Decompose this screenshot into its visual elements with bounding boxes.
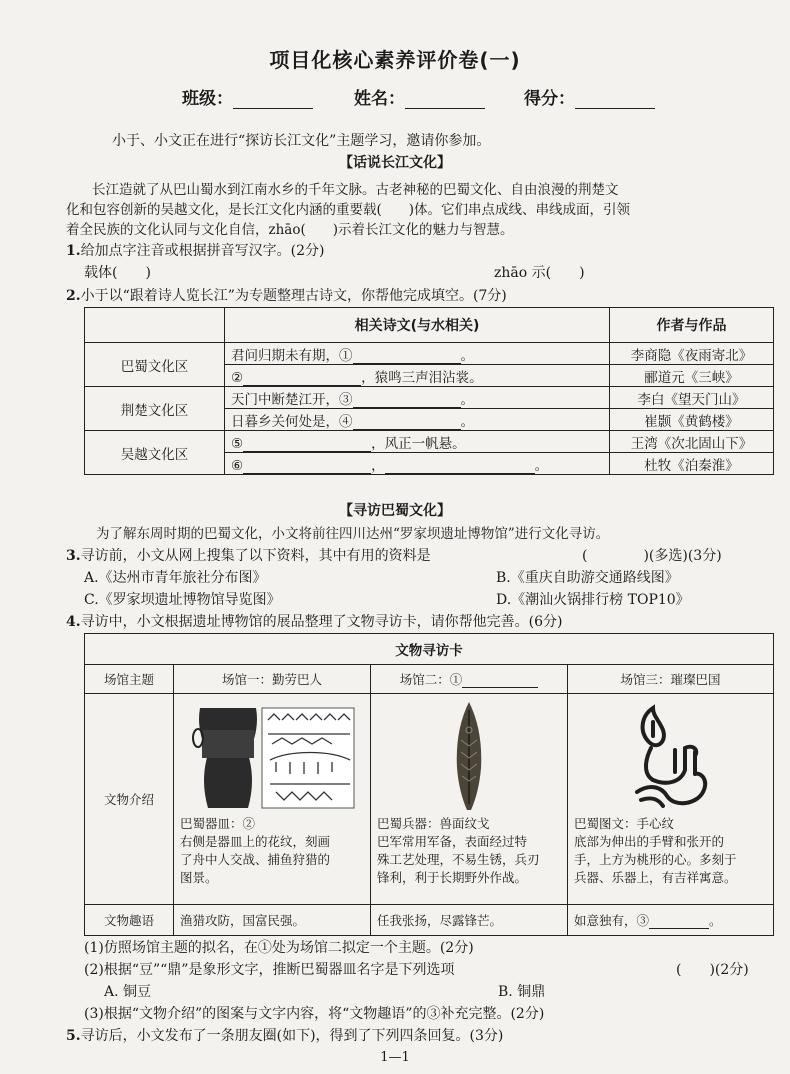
q3-option-d[interactable]: D.《潮汕火锅排行榜 TOP10》 xyxy=(496,592,690,608)
q4-sub-2-option-a[interactable]: A. 铜豆 xyxy=(104,984,152,1000)
region-cell: 吴越文化区 xyxy=(85,431,225,475)
poem-text: ，风正一帆悬。 xyxy=(371,435,466,452)
answer-blank-6a[interactable] xyxy=(243,459,371,474)
work-cell: 郦道元《三峡》 xyxy=(610,365,774,387)
q2-text: 小于以“跟着诗人览长江”为专题整理古诗文，你帮他完成填空。(7分) xyxy=(80,288,507,304)
hall-2-label: 场馆二：① xyxy=(399,672,463,687)
section1-para-3: 着全民族的文化认同与文化自信，zhāo( )示着长江文化的魅力与智慧。 xyxy=(66,222,514,238)
poem-cell xyxy=(225,365,610,387)
q4-sub-2-option-b[interactable]: B. 铜鼎 xyxy=(498,984,546,1000)
q1-item-b[interactable]: zhāo 示( ) xyxy=(494,265,585,281)
score-label: 得分： xyxy=(524,89,575,109)
name-label: 姓名： xyxy=(354,89,405,109)
hall-1: 场馆一：勤劳巴人 xyxy=(174,665,371,694)
saying-2: 任我张扬，尽露锋芒。 xyxy=(371,905,568,936)
answer-blank-3[interactable] xyxy=(353,393,461,408)
poem-text: 。 xyxy=(460,391,474,408)
score-field xyxy=(524,84,655,109)
poem-text: 君问归期未有期，① xyxy=(231,347,353,364)
artifact-desc-line: 了舟中人交战、捕鱼狩猎的 xyxy=(180,852,331,867)
poem-cell xyxy=(225,431,610,453)
poem-cell xyxy=(225,409,610,431)
saying-3: 如意独有，③ 。 xyxy=(568,905,774,936)
q3-option-a[interactable]: A.《达州市青年旅社分布图》 xyxy=(84,570,267,586)
q3-number: 3. xyxy=(66,548,81,564)
name-blank[interactable] xyxy=(405,92,485,109)
answer-blank-6b[interactable] xyxy=(385,459,535,474)
page-title: 项目化核心素养评价卷(一) xyxy=(269,48,521,72)
region-cell: 荆楚文化区 xyxy=(85,387,225,431)
artifact-name-2: 巴蜀兵器：兽面纹戈 xyxy=(377,816,490,831)
poem-text: 天门中断楚江开，③ xyxy=(231,391,353,408)
q1-number: 1. xyxy=(66,243,81,259)
work-cell: 杜牧《泊秦淮》 xyxy=(610,453,774,475)
page-number: 1—1 xyxy=(380,1050,410,1065)
poem-cell xyxy=(225,343,610,365)
vessel-illustration xyxy=(186,700,358,812)
q3-text: 寻访前，小文从网上搜集了以下资料，其中有用的资料是 xyxy=(80,548,431,564)
q1 xyxy=(66,240,324,260)
poetry-table xyxy=(84,307,774,475)
poem-text: 。 xyxy=(534,457,549,474)
artifact-desc-line: 手，上方为桃形的心。多刻于 xyxy=(574,852,737,867)
table1-header-2: 作者与作品 xyxy=(610,308,774,343)
palm-heart-glyph-icon xyxy=(623,700,719,812)
intro-text: 小于、小文正在进行“探访长江文化”主题学习，邀请你参加。 xyxy=(112,133,491,149)
artifact-desc-line: 巴军常用军备，表面经过特 xyxy=(377,834,528,849)
work-cell: 王湾《次北固山下》 xyxy=(610,431,774,453)
saying-3-text: 如意独有，③ xyxy=(574,913,650,928)
section1-para-2: 化和包容创新的吴越文化，是长江文化内涵的重要载( )体。它们串点成线、串线成面，引领 xyxy=(66,202,631,218)
section2-para: 为了解东周时期的巴蜀文化，小文将前往四川达州“罗家坝遗址博物馆”进行文化寻访。 xyxy=(96,526,610,542)
artifact-3 xyxy=(568,694,774,905)
artifact-desc-line: 底部为伸出的手臂和张开的 xyxy=(574,834,725,849)
palm-heart-image xyxy=(623,700,719,810)
q4-sub-3: (3)根据“文物介绍”的图案与文字内容，将“文物趣语”的③补充完整。(2分) xyxy=(84,1006,545,1022)
row-label: 文物趣语 xyxy=(85,905,174,936)
class-blank[interactable] xyxy=(233,92,313,109)
q1-item-a[interactable]: 载体( ) xyxy=(84,265,151,281)
answer-blank-4[interactable] xyxy=(353,415,461,430)
hall-2 xyxy=(371,665,568,694)
poem-text: 。 xyxy=(460,347,474,364)
saying-1: 渔猎攻防，国富民强。 xyxy=(174,905,371,936)
work-cell: 李白《望天门山》 xyxy=(610,387,774,409)
table-row xyxy=(85,431,774,453)
dagger-axe-illustration xyxy=(439,700,499,812)
artifact-name-1: 巴蜀器皿：② xyxy=(180,816,256,831)
answer-blank-1[interactable] xyxy=(353,349,461,364)
artifact-card xyxy=(84,633,774,936)
answer-blank-2[interactable] xyxy=(243,371,361,386)
row-label: 场馆主题 xyxy=(85,665,174,694)
artifact-name-3: 巴蜀图文：手心纹 xyxy=(574,816,675,831)
section1-para-1: 长江造就了从巴山蜀水到江南水乡的千年文脉。古老神秘的巴蜀文化、自由浪漫的荆楚文 xyxy=(92,182,619,198)
artifact-desc-line: 右侧是器皿上的花纹，刻画 xyxy=(180,834,331,849)
class-field xyxy=(182,84,313,109)
name-field xyxy=(354,84,485,109)
q5-text: 寻访后，小文发布了一条朋友圈(如下)，得到了下列四条回复。(3分) xyxy=(80,1028,504,1044)
artifact-2 xyxy=(371,694,568,905)
row-label: 文物介绍 xyxy=(85,694,174,905)
dagger-image xyxy=(439,700,499,810)
q4-sub-2: (2)根据“豆”“鼎”是象形文字，推断巴蜀器皿名字是下列选项 xyxy=(84,962,455,978)
class-label: 班级： xyxy=(182,89,233,109)
answer-blank-5[interactable] xyxy=(243,437,371,452)
q4 xyxy=(66,611,562,631)
poem-text: ② xyxy=(231,369,244,386)
section2-heading: 【寻访巴蜀文化】 xyxy=(339,503,451,519)
poem-text: 日暮乡关何处是，④ xyxy=(231,413,353,430)
artifact-desc-line: 锋利，利于长期野外作战。 xyxy=(377,870,528,885)
q4-number: 4. xyxy=(66,614,81,630)
poem-text: ⑤ xyxy=(231,435,244,452)
q3-option-c[interactable]: C.《罗家坝遗址博物馆导览图》 xyxy=(84,592,281,608)
q3-option-b[interactable]: B.《重庆自助游交通路线图》 xyxy=(496,570,679,586)
table1-header-0 xyxy=(85,308,225,343)
artifact-desc-line: 兵器、乐器上，有吉祥寓意。 xyxy=(574,870,737,885)
poem-text: ， xyxy=(371,457,385,474)
poem-text: ⑥ xyxy=(231,457,244,474)
q2-number: 2. xyxy=(66,288,81,304)
table-row xyxy=(85,387,774,409)
poem-cell xyxy=(225,387,610,409)
q3-answer-mark[interactable]: ( )(多选)(3分) xyxy=(582,548,722,564)
q4-sub-2-mark[interactable]: ( )(2分) xyxy=(676,962,749,978)
q5 xyxy=(66,1025,503,1045)
vessel-image xyxy=(186,700,358,810)
work-cell: 李商隐《夜雨寄北》 xyxy=(610,343,774,365)
artifact-1 xyxy=(174,694,371,905)
hall-2-blank[interactable] xyxy=(462,673,538,688)
q2 xyxy=(66,285,507,305)
score-blank[interactable] xyxy=(575,92,655,109)
artifact-desc-line: 殊工艺处理，不易生锈，兵刃 xyxy=(377,852,540,867)
region-cell: 巴蜀文化区 xyxy=(85,343,225,387)
artifact-desc-line: 图景。 xyxy=(180,870,218,885)
poem-text: 。 xyxy=(460,413,474,430)
card-title: 文物寻访卡 xyxy=(85,634,774,665)
poem-cell xyxy=(225,453,610,475)
work-cell: 崔颢《黄鹤楼》 xyxy=(610,409,774,431)
poem-text: ，猿鸣三声泪沾裳。 xyxy=(361,369,483,386)
hall-3: 场馆三：璀璨巴国 xyxy=(568,665,774,694)
table1-header-1: 相关诗文(与水相关) xyxy=(225,308,610,343)
q4-text: 寻访中，小文根据遗址博物馆的展品整理了文物寻访卡，请你帮他完善。(6分) xyxy=(80,614,563,630)
q3 xyxy=(66,545,431,565)
saying-3-blank[interactable] xyxy=(649,914,709,929)
q1-text: 给加点字注音或根据拼音写汉字。(2分) xyxy=(80,243,325,259)
section1-heading: 【话说长江文化】 xyxy=(339,155,451,171)
table-row xyxy=(85,343,774,365)
q4-sub-1: (1)仿照场馆主题的拟名，在①处为场馆二拟定一个主题。(2分) xyxy=(84,940,474,956)
q5-number: 5. xyxy=(66,1028,81,1044)
